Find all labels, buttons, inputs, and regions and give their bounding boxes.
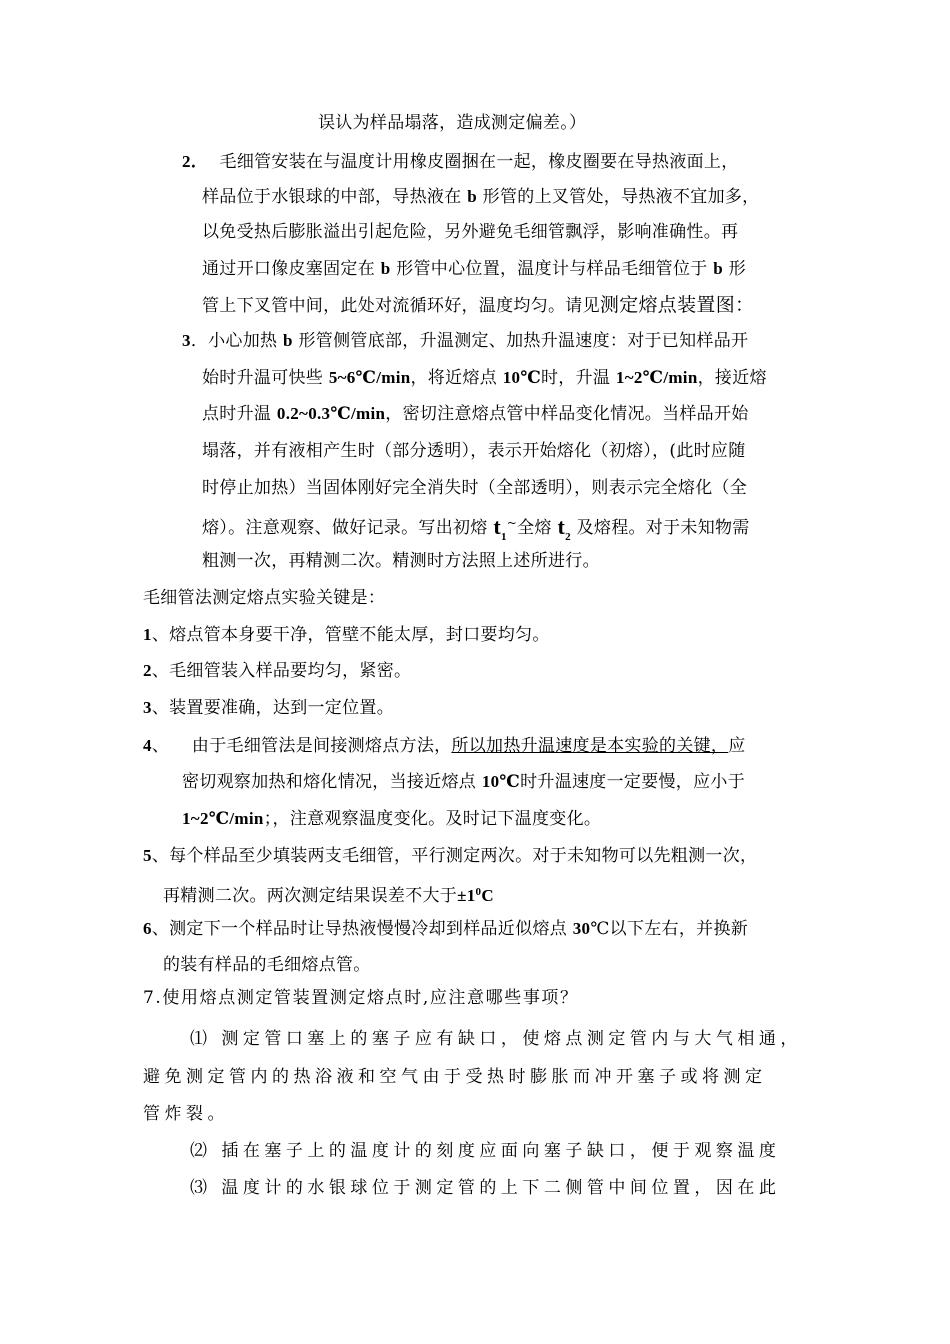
text: 的装有样品的毛细熔点管。 <box>163 955 371 975</box>
text: 形管中心位置，温度计与样品毛细管位于 <box>390 259 714 279</box>
tolerance: ±1 <box>457 886 476 905</box>
text: 应 <box>728 736 746 756</box>
temp: 10℃ <box>481 772 521 791</box>
t1-symbol: $t_1$ <box>493 514 507 543</box>
item-3-line-4 <box>202 440 746 462</box>
text: ⑴ 测定管口塞上的塞子应有缺口，使熔点测定管内与大气相通， <box>190 1029 802 1049</box>
item-2-line-5 <box>202 294 754 317</box>
item-2-line-3 <box>202 221 738 243</box>
text: 点时升温 <box>202 404 277 424</box>
text: 时升温速度一定要慢，应小于 <box>520 772 745 792</box>
degree-sup: 0 <box>475 886 482 898</box>
text: ；，注意观察温度变化。及时记下温度变化。 <box>263 809 602 829</box>
tilde: ~ <box>506 516 518 530</box>
text: 以免受热后膨胀溢出引起危险，另外避免毛细管飘浮，影响准确性。再 <box>202 222 739 242</box>
key-number: 1 <box>143 625 152 644</box>
text: 再精测二次。两次测定结果误差不大于 <box>163 886 458 906</box>
text: 塌落，并有液相产生时（部分透明），表示开始熔化（初熔），(此时应随 <box>202 441 746 461</box>
key-5-line-2 <box>163 881 494 907</box>
b-letter: b <box>467 187 477 206</box>
text: 粗测一次，再精测二次。精测时方法照上述所进行。 <box>202 551 600 571</box>
item-3-line-7 <box>202 550 600 572</box>
underlined-text: 所以加热升温速度是本实验的关键， <box>451 736 729 756</box>
item-number: 3 <box>182 331 191 350</box>
text: 、每个样品至少填装两支毛细管，平行测定两次。对于未知物可以先粗测一次， <box>151 846 758 866</box>
intro-line: 误认为样品塌落，造成测定偏差。） <box>318 113 587 133</box>
item-2-line-2 <box>202 186 759 208</box>
text: 形管的上叉管处，导热液不宜加多， <box>476 187 760 207</box>
key-2 <box>143 660 411 682</box>
text: 7.使用熔点测定管装置测定熔点时,应注意哪些事项？ <box>143 988 579 1008</box>
text: 样品位于水银球的中部，导热液在 <box>202 187 468 207</box>
keys-heading <box>143 587 385 609</box>
unit: C <box>481 886 494 905</box>
q7-p2 <box>190 1140 780 1162</box>
key-4-line-3 <box>182 808 601 830</box>
rate: 5~6℃/min <box>328 368 411 387</box>
q7-p3 <box>190 1177 780 1199</box>
text: 、 由于毛细管法是间接测熔点方法， <box>151 736 452 756</box>
item-number: 2． <box>182 152 209 171</box>
text: 、装置要准确，达到一定位置。 <box>151 698 395 718</box>
key-number: 5 <box>143 846 152 865</box>
text: ℃以下左右，并换新 <box>590 919 749 939</box>
text: ．小心加热 <box>190 331 284 351</box>
text: 时，升温 <box>541 368 616 388</box>
text: 形 <box>723 259 747 279</box>
q7-title <box>143 987 579 1009</box>
item-3-line-3 <box>202 403 749 425</box>
q7-p1-line-3 <box>143 1103 229 1125</box>
text: 避免测定管内的热浴液和空气由于受热时膨胀而冲开塞子或将测定 <box>143 1067 767 1087</box>
item-3-line-6 <box>202 512 750 548</box>
text: 通过开口像皮塞固定在 <box>202 259 381 279</box>
key-5-line-1 <box>143 845 757 867</box>
text: ⑵ 插在塞子上的温度计的刻度应面向塞子缺口，便于观察温度 <box>190 1141 781 1161</box>
text: 测定熔点装置图： <box>599 294 755 316</box>
key-number: 4 <box>143 736 152 755</box>
text: 管上下叉管中间，此处对流循环好，温度均匀。请见 <box>202 296 600 316</box>
text: 毛细管法测定熔点实验关键是： <box>143 588 386 608</box>
key-6-line-1 <box>143 918 748 940</box>
text: 始时升温可快些 <box>202 368 329 388</box>
text: 、测定下一个样品时让导热液慢慢冷却到样品近似熔点 <box>151 919 573 939</box>
text: ，密切注意熔点管中样品变化情况。当样品开始 <box>385 404 749 424</box>
text: ，接近熔 <box>697 368 767 388</box>
text: 时停止加热）当固体刚好完全消失时（全部透明），则表示完全熔化（全 <box>202 478 748 498</box>
temp: 10℃ <box>502 368 541 387</box>
t2-symbol: $t_2$ <box>557 514 571 543</box>
text: 管炸裂。 <box>143 1104 229 1124</box>
rate: 1~2℃/min <box>615 368 698 387</box>
text: 全熔 <box>517 518 558 538</box>
text-line <box>318 112 586 134</box>
key-3 <box>143 697 394 719</box>
item-3-line-2 <box>202 367 767 389</box>
rate: 0.2~0.3℃/min <box>276 404 386 423</box>
text: 、毛细管装入样品要均匀，紧密。 <box>151 661 412 681</box>
text: 密切观察加热和熔化情况，当接近熔点 <box>182 772 482 792</box>
q7-p1-line-2 <box>143 1066 767 1088</box>
text: 熔）。注意观察、做好记录。写出初熔 <box>202 518 494 538</box>
text: 毛细管安装在与温度计用橡皮圈捆在一起，橡皮圈要在导热液面上， <box>219 152 739 172</box>
key-4-line-1 <box>143 735 746 757</box>
key-number: 6 <box>143 919 152 938</box>
key-6-line-2 <box>163 954 371 976</box>
key-number: 3 <box>143 698 152 717</box>
item-2-line-1 <box>182 151 739 173</box>
item-3-line-1 <box>182 330 748 352</box>
temp: 30 <box>572 919 591 938</box>
text: 形管侧管底部，升温测定、加热升温速度：对于已知样品开 <box>292 331 749 351</box>
item-2-line-4 <box>202 258 746 280</box>
text: ，将近熔点 <box>410 368 503 388</box>
rate: 1~2℃/min <box>182 809 264 828</box>
key-4-line-2 <box>182 771 745 793</box>
b-letter: b <box>713 259 724 278</box>
key-number: 2 <box>143 661 152 680</box>
item-3-line-5 <box>202 477 747 499</box>
b-letter: b <box>283 331 293 350</box>
key-1 <box>143 624 550 646</box>
q7-p1-line-1 <box>190 1028 802 1050</box>
b-letter: b <box>380 259 391 278</box>
text: ⑶ 温度计的水银球位于测定管的上下二侧管中间位置，因在此 <box>190 1178 781 1198</box>
text: 、熔点管本身要干净，管壁不能太厚，封口要均匀。 <box>151 625 550 645</box>
text: 及熔程。对于未知物需 <box>570 518 750 538</box>
